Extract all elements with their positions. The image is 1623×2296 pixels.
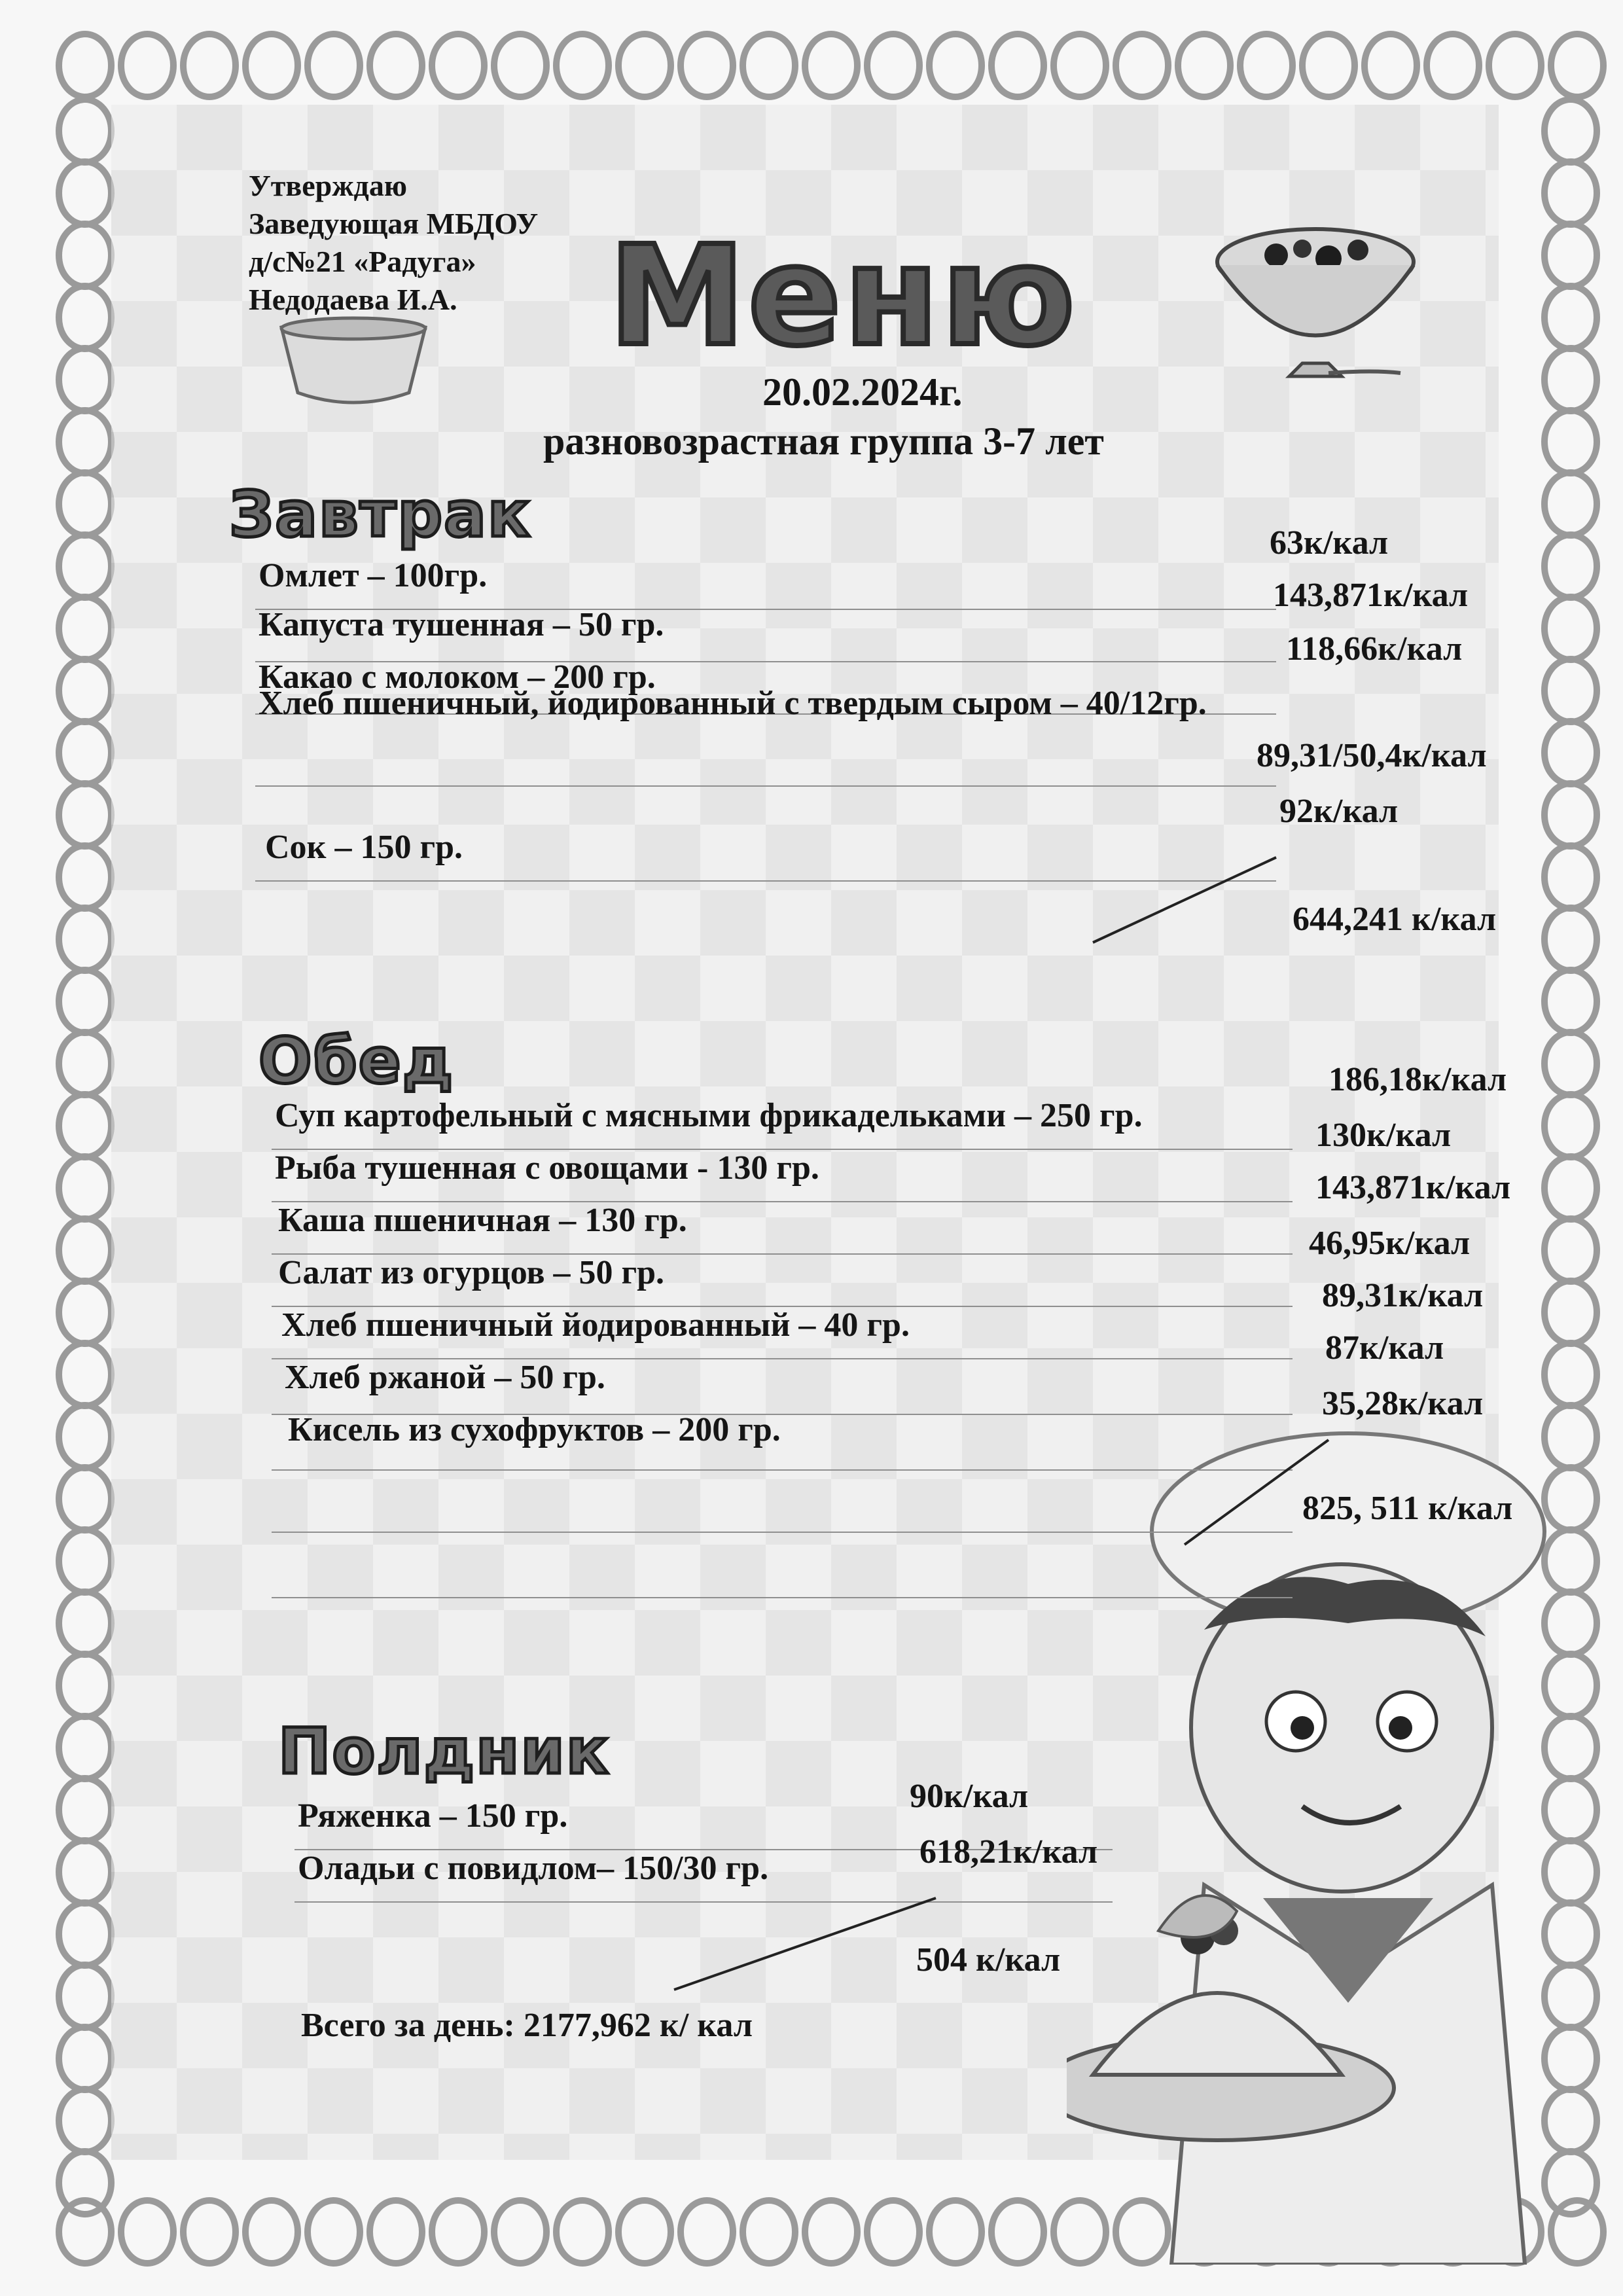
lace-loop xyxy=(556,34,609,97)
bowl-icon xyxy=(1204,209,1427,393)
lace-loop xyxy=(1544,99,1597,162)
menu-item: Хлеб ржаной – 50 гр. xyxy=(285,1359,605,1396)
lace-loop xyxy=(1544,1281,1597,1344)
lace-loop xyxy=(59,1965,111,2028)
menu-item: Ряженка – 150 гр. xyxy=(298,1797,568,1835)
lace-loop xyxy=(618,2200,671,2263)
menu-item-kcal: 118,66к/кал xyxy=(1286,630,1463,668)
lace-loop xyxy=(59,2089,111,2152)
lace-loop xyxy=(1116,34,1168,97)
lace-loop xyxy=(681,2200,733,2263)
lace-loop xyxy=(59,970,111,1033)
page-title: Меню xyxy=(609,216,1078,376)
menu-item: Оладьи с повидлом– 150/30 гр. xyxy=(298,1850,769,1887)
section-heading-breakfast: Завтрак xyxy=(229,478,532,551)
lace-loop xyxy=(1544,846,1597,908)
lace-loop xyxy=(1364,34,1417,97)
menu-item: Сок – 150 гр. xyxy=(265,829,463,866)
lace-loop xyxy=(805,2200,857,2263)
lace-loop xyxy=(59,659,111,722)
lace-loop xyxy=(1427,34,1479,97)
lace-loop xyxy=(308,34,360,97)
lace-loop xyxy=(1544,1157,1597,1219)
lace-loop xyxy=(1054,34,1106,97)
menu-item-kcal: 143,871к/кал xyxy=(1273,577,1469,614)
menu-item: Каша пшеничная – 130 гр. xyxy=(278,1202,687,1239)
lace-loop xyxy=(59,162,111,224)
lace-loop xyxy=(59,597,111,660)
lace-loop xyxy=(59,1840,111,1903)
menu-item-kcal: 186,18к/кал xyxy=(1329,1061,1507,1098)
section-total: 504 к/кал xyxy=(916,1941,1061,1979)
lace-loop xyxy=(59,1157,111,1219)
lace-loop xyxy=(59,1405,111,1468)
total-slash-mark xyxy=(1086,851,1283,949)
menu-item: Кисель из сухофруктов – 200 гр. xyxy=(288,1411,781,1448)
lace-loop xyxy=(59,473,111,535)
menu-item: Хлеб пшеничный йодированный – 40 гр. xyxy=(281,1306,910,1344)
lace-loop xyxy=(245,34,298,97)
menu-item-kcal: 92к/кал xyxy=(1279,793,1399,830)
lace-loop xyxy=(370,2200,422,2263)
lace-loop xyxy=(59,535,111,598)
rule xyxy=(272,1532,1293,1533)
lace-loop xyxy=(1544,410,1597,473)
menu-item-kcal: 143,871к/кал xyxy=(1315,1169,1511,1206)
lace-loop xyxy=(1544,721,1597,784)
menu-item-kcal: 63к/кал xyxy=(1270,524,1389,562)
lace-loop xyxy=(59,410,111,473)
approval-block xyxy=(249,167,538,319)
lace-loop xyxy=(59,2027,111,2090)
lace-loop xyxy=(59,846,111,908)
lace-loop xyxy=(59,1094,111,1157)
section-total: 825, 511 к/кал xyxy=(1302,1490,1513,1527)
approval-line: Заведующая МБДОУ xyxy=(249,207,539,240)
menu-item: Суп картофельный с мясными фрикадельками – 250 гр. xyxy=(275,1097,1143,1134)
approval-line: д/с№21 «Радуга» xyxy=(249,245,476,278)
lace-loop xyxy=(929,34,982,97)
menu-item-kcal: 89,31/50,4к/кал xyxy=(1257,737,1487,774)
section-heading-lunch: Обед xyxy=(259,1024,455,1098)
lace-loop xyxy=(59,1530,111,1592)
lace-loop xyxy=(1544,535,1597,598)
rule xyxy=(272,1469,1293,1471)
menu-item-kcal: 90к/кал xyxy=(910,1778,1029,1815)
lace-loop xyxy=(494,34,546,97)
lace-loop xyxy=(1544,783,1597,846)
lace-loop xyxy=(245,2200,298,2263)
lace-loop xyxy=(121,2200,173,2263)
lace-loop xyxy=(59,34,111,97)
lace-loop xyxy=(1544,162,1597,224)
lace-loop xyxy=(867,2200,919,2263)
menu-item-kcal: 35,28к/кал xyxy=(1322,1385,1484,1422)
section-heading-snack: Полдник xyxy=(278,1715,610,1788)
lace-loop xyxy=(743,2200,795,2263)
lace-loop xyxy=(59,2151,111,2214)
menu-item-kcal: 618,21к/кал xyxy=(919,1833,1098,1871)
pot-icon xyxy=(275,314,432,412)
menu-date: 20.02.2024г. xyxy=(762,370,963,414)
menu-item: Омлет – 100гр. xyxy=(259,557,488,594)
lace-loop xyxy=(59,1219,111,1282)
approval-line: Недодаева И.А. xyxy=(249,283,457,316)
lace-loop xyxy=(556,2200,609,2263)
lace-loop xyxy=(308,2200,360,2263)
lace-loop xyxy=(59,286,111,349)
lace-loop xyxy=(183,34,236,97)
lace-loop xyxy=(432,2200,484,2263)
rule xyxy=(272,1597,1293,1598)
day-total: Всего за день: 2177,962 к/ кал xyxy=(301,2007,753,2044)
lace-loop xyxy=(1544,908,1597,971)
lace-loop xyxy=(1551,34,1603,97)
total-slash-mark xyxy=(668,1892,942,1996)
lace-loop xyxy=(432,34,484,97)
chef-boy-illustration xyxy=(1067,1414,1603,2265)
lace-loop xyxy=(1544,224,1597,287)
lace-loop xyxy=(991,34,1044,97)
menu-item: Салат из огурцов – 50 гр. xyxy=(278,1254,665,1291)
lace-loop xyxy=(59,1903,111,1965)
menu-item: Какао с молоком – 200 гр. xyxy=(259,658,656,696)
menu-item: Хлеб пшеничный, йодированный с твердым сыром – 40/12гр. xyxy=(259,685,1207,722)
lace-loop xyxy=(743,34,795,97)
lace-loop xyxy=(183,2200,236,2263)
lace-loop xyxy=(681,34,733,97)
menu-item-kcal: 89,31к/кал xyxy=(1322,1277,1484,1314)
lace-loop xyxy=(59,99,111,162)
lace-loop xyxy=(1544,659,1597,722)
lace-loop xyxy=(867,34,919,97)
lace-loop xyxy=(1544,1343,1597,1406)
lace-loop xyxy=(59,908,111,971)
lace-loop xyxy=(991,2200,1044,2263)
lace-loop xyxy=(1240,34,1293,97)
lace-loop xyxy=(618,34,671,97)
rule xyxy=(255,785,1276,787)
approval-line: Утверждаю xyxy=(249,169,407,202)
lace-loop xyxy=(59,1592,111,1655)
section-total: 644,241 к/кал xyxy=(1293,901,1497,938)
lace-loop xyxy=(370,34,422,97)
lace-loop xyxy=(494,2200,546,2263)
menu-item-kcal: 130к/кал xyxy=(1315,1117,1452,1154)
lace-loop xyxy=(1544,597,1597,660)
lace-loop xyxy=(59,1281,111,1344)
lace-loop xyxy=(59,783,111,846)
lace-loop xyxy=(1178,34,1230,97)
menu-item: Рыба тушенная с овощами - 130 гр. xyxy=(275,1149,819,1187)
lace-loop xyxy=(59,348,111,411)
lace-loop xyxy=(1544,970,1597,1033)
lace-loop xyxy=(59,1778,111,1841)
lace-loop xyxy=(1544,348,1597,411)
lace-loop xyxy=(59,1343,111,1406)
lace-loop xyxy=(1544,473,1597,535)
lace-loop xyxy=(1544,286,1597,349)
lace-loop xyxy=(59,224,111,287)
menu-item-kcal: 87к/кал xyxy=(1325,1329,1444,1367)
age-group: разновозрастная группа 3-7 лет xyxy=(543,420,1104,463)
lace-loop xyxy=(1544,1219,1597,1282)
lace-loop xyxy=(59,1716,111,1779)
lace-loop xyxy=(929,2200,982,2263)
lace-loop xyxy=(59,721,111,784)
lace-loop xyxy=(59,1032,111,1095)
lace-loop xyxy=(1544,1032,1597,1095)
lace-loop xyxy=(59,1467,111,1530)
lace-loop xyxy=(1544,1094,1597,1157)
menu-item-kcal: 46,95к/кал xyxy=(1309,1225,1471,1262)
lace-loop xyxy=(121,34,173,97)
lace-loop xyxy=(59,1654,111,1717)
lace-loop xyxy=(805,34,857,97)
lace-loop xyxy=(1302,34,1355,97)
menu-item: Капуста тушенная – 50 гр. xyxy=(259,606,664,643)
lace-loop xyxy=(1489,34,1541,97)
